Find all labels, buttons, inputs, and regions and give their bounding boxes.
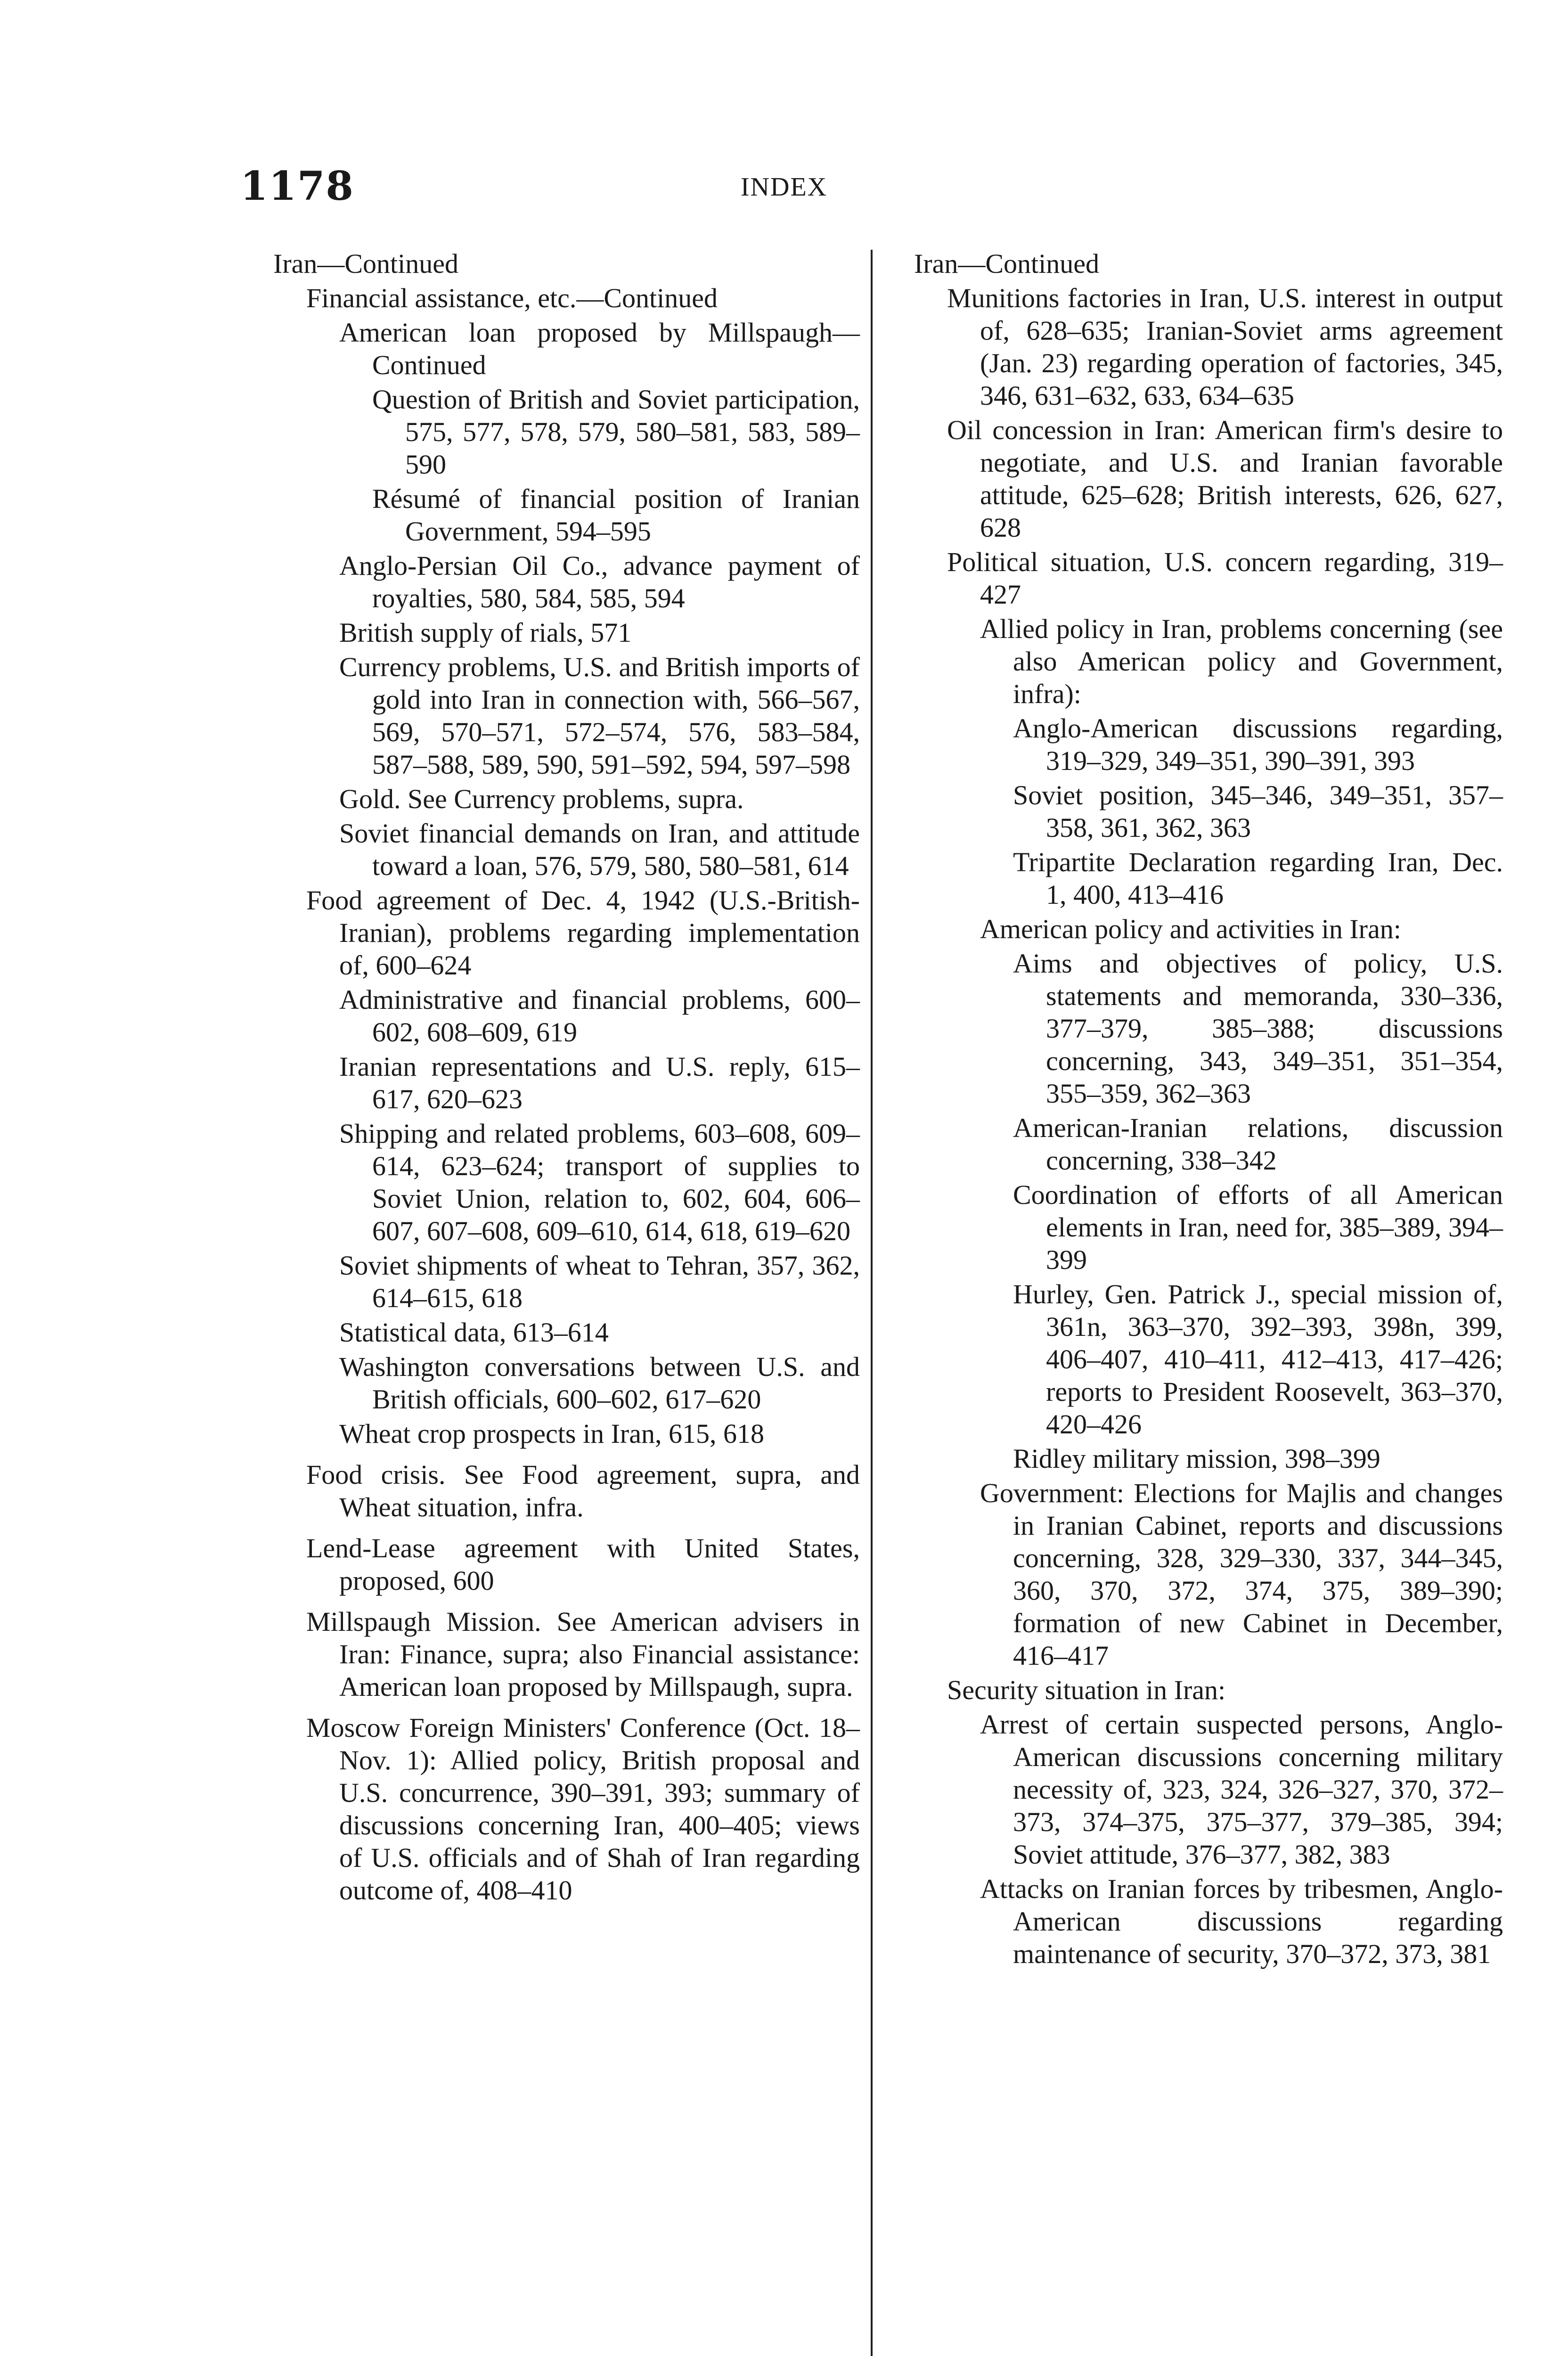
index-entry: Wheat crop prospects in Iran, 615, 618 — [339, 1418, 764, 1449]
index-entry: British supply of rials, 571 — [339, 617, 632, 648]
index-entry: Aims and objectives of policy, U.S. statements and memoranda, 330–336, 377–379, 385–388; discussions concerning, 343, 349–351, 351–354, 355–359, 362–363 — [1013, 948, 1503, 1109]
index-entry: Food agreement of Dec. 4, 1942 (U.S.-British-Iranian), problems regarding implementation of, 600–624 — [306, 885, 860, 981]
index-entry: American policy and activities in Iran: — [980, 914, 1401, 944]
index-entry: Moscow Foreign Ministers' Conference (Oct. 18–Nov. 1): Allied policy, British proposal and U.S. concurrence, 390–391, 393; summary of discussions concerning Iran, 400–405; views of U.S. officials and of Shah of Iran regarding outcome of, 408–410 — [306, 1712, 860, 1906]
index-entry: Munitions factories in Iran, U.S. interest in output of, 628–635; Iranian-Soviet arms agreement (Jan. 23) regarding operation of factories, 345, 346, 631–632, 633, 634–635 — [947, 283, 1503, 411]
index-entry: Political situation, U.S. concern regarding, 319–427 — [947, 547, 1503, 610]
index-entry: Currency problems, U.S. and British imports of gold into Iran in connection with, 566–567, 569, 570–571, 572–574, 576, 583–584, 587–588, 589, 590, 591–592, 594, 597–598 — [339, 652, 860, 780]
index-entry: Ridley military mission, 398–399 — [1013, 1443, 1380, 1474]
index-entry: Administrative and financial problems, 600–602, 608–609, 619 — [339, 984, 860, 1047]
index-entry: Anglo-Persian Oil Co., advance payment of royalties, 580, 584, 585, 594 — [339, 550, 860, 614]
index-entry: Lend-Lease agreement with United States, proposed, 600 — [306, 1533, 860, 1596]
index-entry: Coordination of efforts of all American elements in Iran, need for, 385–389, 394–399 — [1013, 1179, 1503, 1275]
index-entry: Attacks on Iranian forces by tribesmen, Anglo-American discussions regarding maintenance of security, 370–372, 373, 381 — [980, 1873, 1503, 1969]
index-entry: Iran—Continued — [273, 248, 459, 279]
index-entry: American loan proposed by Millspaugh—Continued — [339, 317, 860, 380]
index-entry: Financial assistance, etc.—Continued — [306, 283, 718, 313]
index-entry: Oil concession in Iran: American firm's desire to negotiate, and U.S. and Iranian favorable attitude, 625–628; British interests, 626, 627, 628 — [947, 415, 1503, 543]
index-entry: American-Iranian relations, discussion concerning, 338–342 — [1013, 1113, 1503, 1176]
running-head: INDEX — [740, 172, 828, 202]
index-entry: Iranian representations and U.S. reply, 615–617, 620–623 — [339, 1051, 860, 1114]
index-entry: Government: Elections for Majlis and changes in Iranian Cabinet, reports and discussions concerning, 328, 329–330, 337, 344–345, 360, 370, 372, 374, 375, 389–390; formation of new Cabinet in December, 416–417 — [980, 1478, 1503, 1671]
index-column-right — [881, 247, 1503, 1972]
index-entry: Millspaugh Mission. See American advisers in Iran: Finance, supra; also Financial assistance: American loan proposed by Millspaugh, supra. — [306, 1606, 860, 1702]
index-entry: Security situation in Iran: — [947, 1675, 1226, 1705]
index-column-left — [240, 247, 860, 1908]
index-entry: Gold. See Currency problems, supra. — [339, 784, 744, 814]
index-entry: Allied policy in Iran, problems concerning (see also American policy and Government, infra): — [980, 614, 1503, 709]
index-entry: Shipping and related problems, 603–608, 609–614, 623–624; transport of supplies to Soviet Union, relation to, 602, 604, 606–607, 607–608, 609–610, 614, 618, 619–620 — [339, 1118, 860, 1246]
index-entry: Soviet shipments of wheat to Tehran, 357, 362, 614–615, 618 — [339, 1250, 860, 1313]
index-entry: Food crisis. See Food agreement, supra, and Wheat situation, infra. — [306, 1459, 860, 1522]
index-entry: Washington conversations between U.S. and British officials, 600–602, 617–620 — [339, 1351, 860, 1415]
index-entry: Résumé of financial position of Iranian Government, 594–595 — [372, 483, 860, 547]
index-entry: Arrest of certain suspected persons, Anglo-American discussions concerning military necessity of, 323, 324, 326–327, 370, 372–373, 374–375, 375–377, 379–385, 394; Soviet attitude, 376–377, 382, 383 — [980, 1709, 1503, 1870]
column-divider — [871, 250, 873, 2356]
index-entry: Soviet position, 345–346, 349–351, 357–358, 361, 362, 363 — [1013, 780, 1503, 843]
index-entry: Soviet financial demands on Iran, and attitude toward a loan, 576, 579, 580, 580–581, 614 — [339, 818, 860, 881]
index-entry: Question of British and Soviet participation, 575, 577, 578, 579, 580–581, 583, 589–590 — [372, 384, 860, 480]
index-entry: Anglo-American discussions regarding, 319–329, 349–351, 390–391, 393 — [1013, 713, 1503, 776]
index-entry: Tripartite Declaration regarding Iran, Dec. 1, 400, 413–416 — [1013, 847, 1503, 910]
index-entry: Statistical data, 613–614 — [339, 1317, 609, 1348]
page-number: 1178 — [240, 163, 354, 209]
index-entry: Hurley, Gen. Patrick J., special mission of, 361n, 363–370, 392–393, 398n, 399, 406–407, 410–411, 412–413, 417–426; reports to President Roosevelt, 363–370, 420–426 — [1013, 1279, 1503, 1440]
index-entry: Iran—Continued — [914, 248, 1100, 279]
